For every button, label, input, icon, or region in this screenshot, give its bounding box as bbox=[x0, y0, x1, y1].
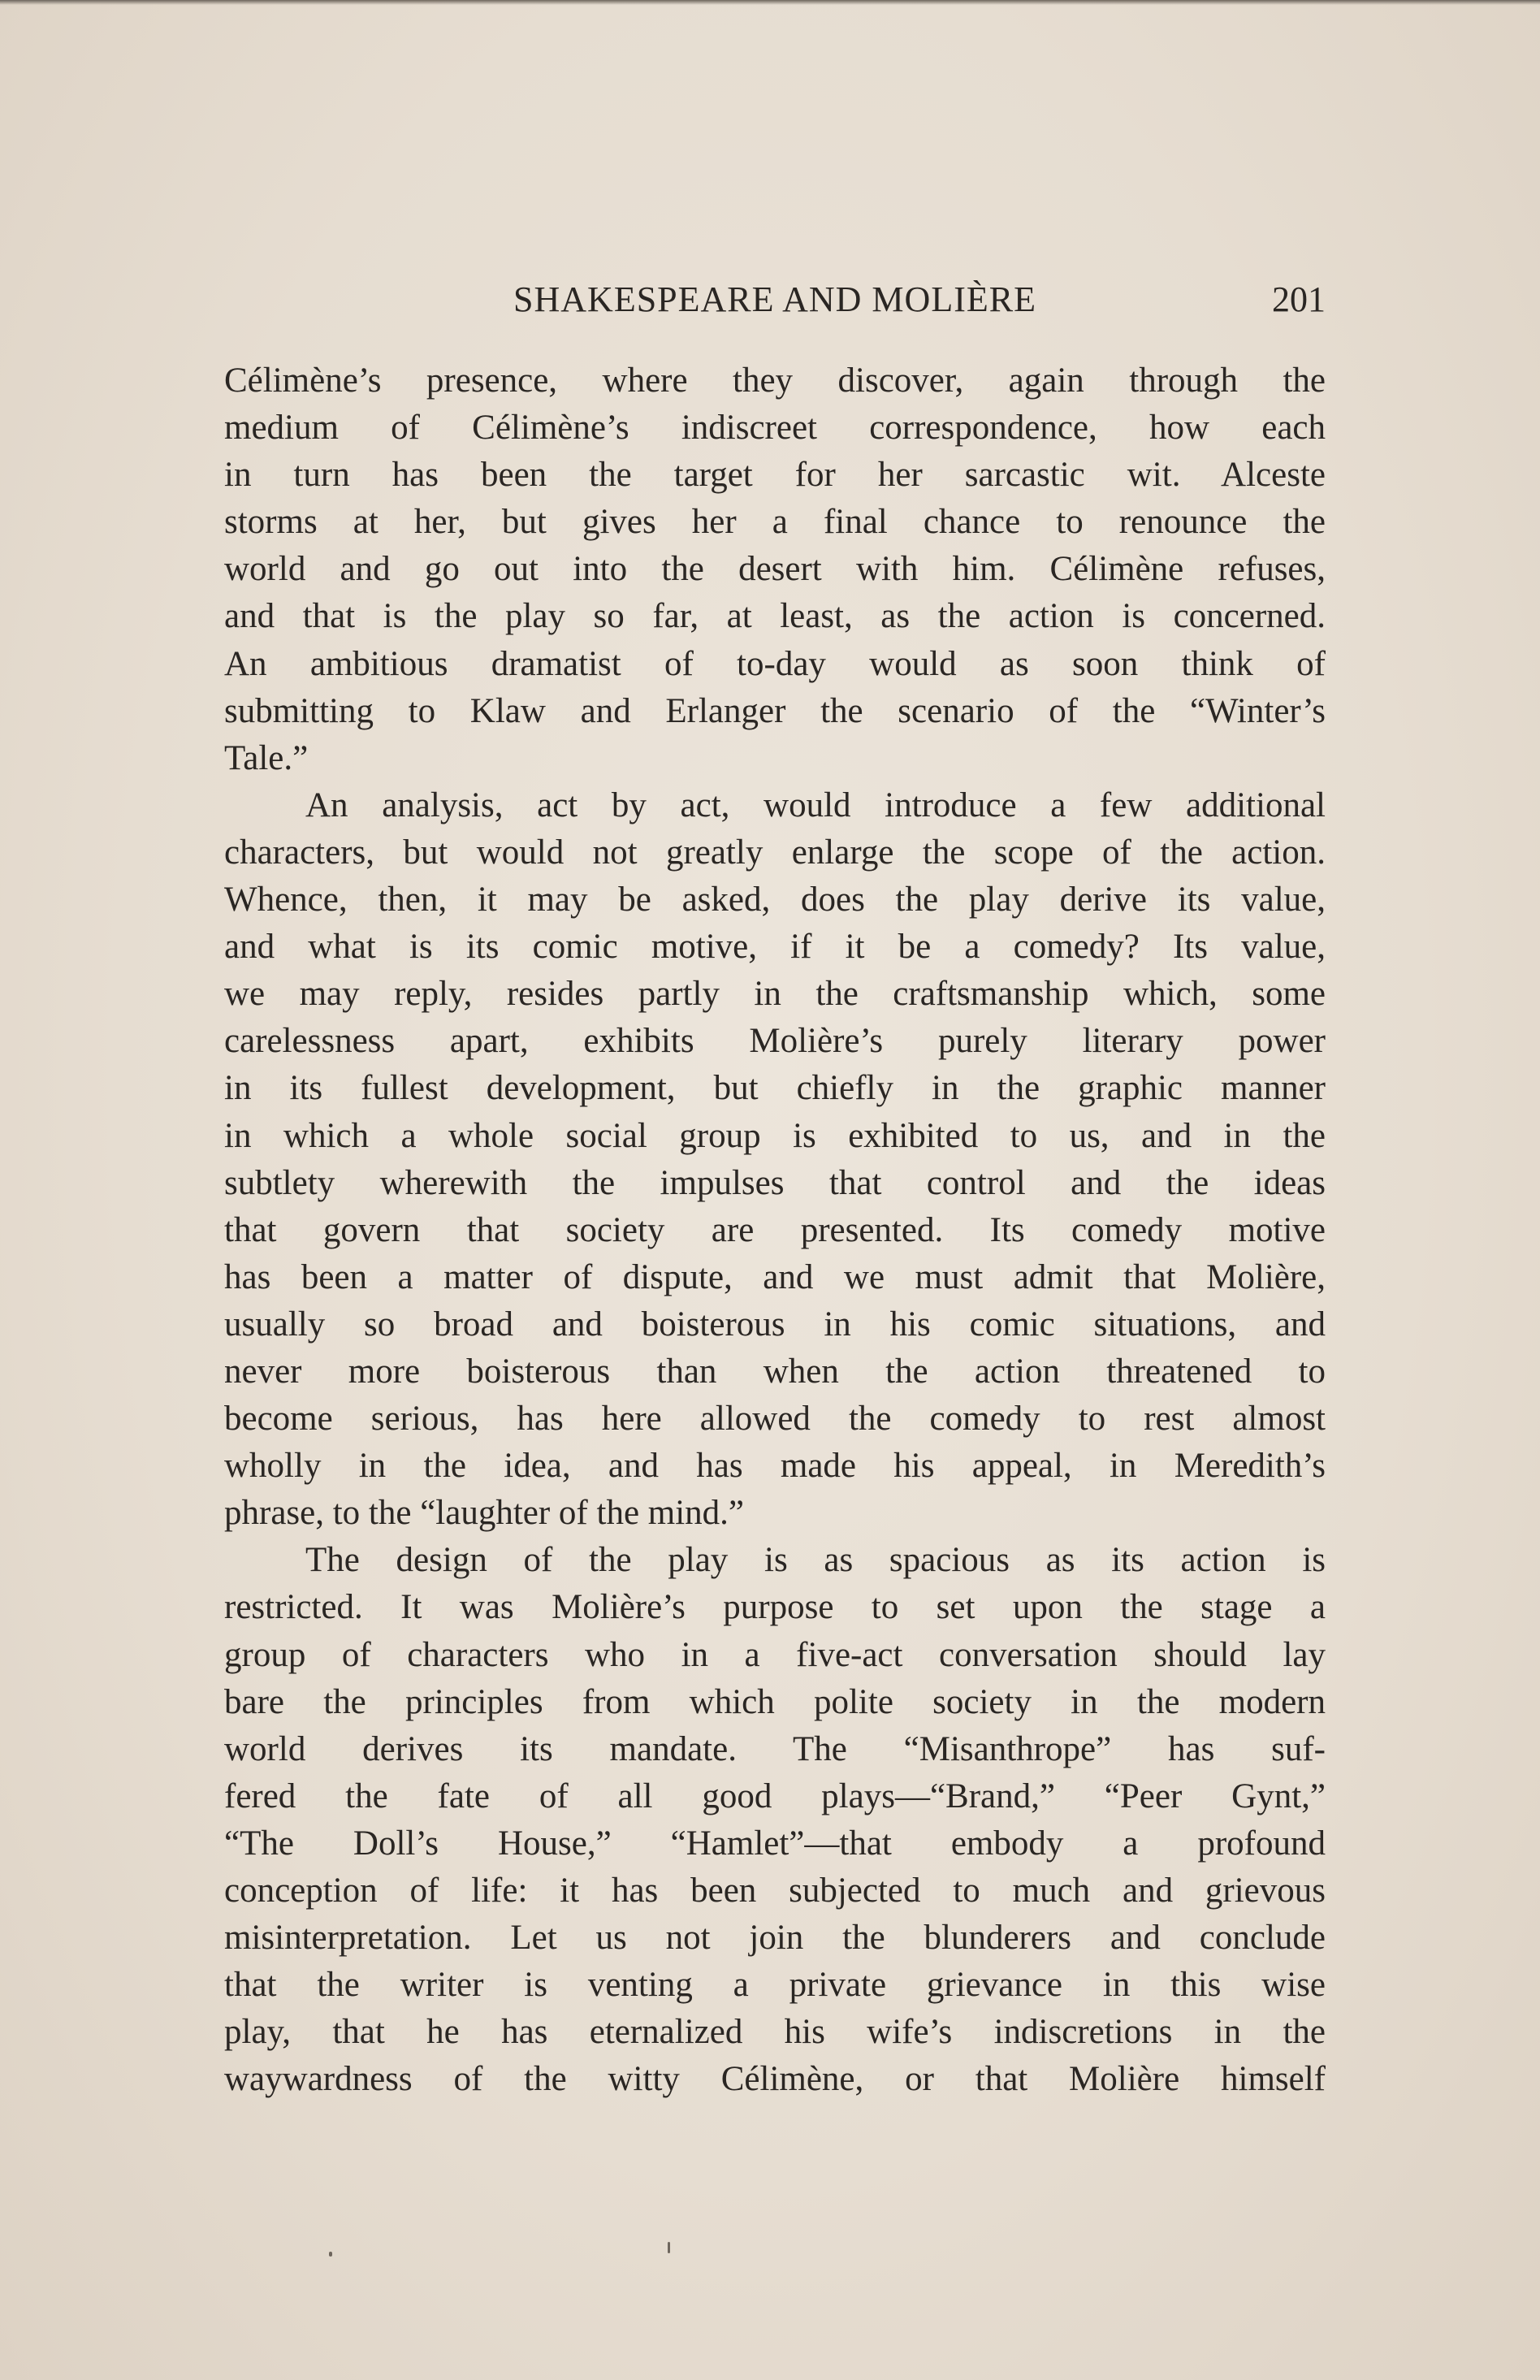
text-line: never more boisterous than when the action threatened to bbox=[224, 1352, 1326, 1391]
text-line: in turn has been the target for her sarcastic wit. Alceste bbox=[224, 456, 1326, 495]
page-header bbox=[224, 270, 1326, 329]
text-line: world and go out into the desert with him. Célimène refuses, bbox=[224, 550, 1326, 589]
text-line: in which a whole social group is exhibited to us, and in the bbox=[224, 1116, 1326, 1155]
ink-speck bbox=[668, 2242, 670, 2253]
text-line: “The Doll’s House,” “Hamlet”—that embody a profound bbox=[224, 1824, 1326, 1863]
text-line: has been a matter of dispute, and we must admit that Molière, bbox=[224, 1257, 1326, 1296]
text-line: Tale.” bbox=[224, 738, 309, 777]
text-line: Whence, then, it may be asked, does the play derive its value, bbox=[224, 881, 1326, 920]
running-title: SHAKESPEARE AND MOLIÈRE bbox=[513, 279, 1036, 319]
page-number: 201 bbox=[1272, 279, 1326, 319]
text-line: phrase, to the “laughter of the mind.” bbox=[224, 1494, 745, 1533]
text-line: become serious, has here allowed the comedy to rest almost bbox=[224, 1400, 1326, 1439]
text-line: bare the principles from which polite society in the modern bbox=[224, 1682, 1326, 1721]
text-line: An analysis, act by act, would introduce a few additional bbox=[305, 785, 1326, 824]
text-line: and what is its comic motive, if it be a comedy? Its value, bbox=[224, 928, 1326, 967]
text-line: we may reply, resides partly in the craftsmanship which, some bbox=[224, 975, 1326, 1014]
paragraph-2 bbox=[224, 782, 1326, 1538]
paragraph-3 bbox=[224, 1537, 1326, 2103]
text-line: characters, but would not greatly enlarge the scope of the action. bbox=[224, 833, 1326, 872]
text-line: subtlety wherewith the impulses that control and the ideas bbox=[224, 1163, 1326, 1202]
text-line: play, that he has eternalized his wife’s indiscretions in the bbox=[224, 2013, 1326, 2052]
page-top-edge-shadow bbox=[0, 0, 1540, 5]
text-line: group of characters who in a five-act conversation should lay bbox=[224, 1635, 1326, 1674]
text-line: waywardness of the witty Célimène, or that Molière himself bbox=[224, 2060, 1326, 2099]
text-line: in its fullest development, but chiefly in the graphic manner bbox=[224, 1069, 1326, 1108]
text-line: storms at her, but gives her a final chance to renounce the bbox=[224, 503, 1326, 542]
text-line: misinterpretation. Let us not join the blunderers and conclude bbox=[224, 1919, 1326, 1958]
text-line: world derives its mandate. The “Misanthrope” has suf- bbox=[224, 1729, 1326, 1768]
text-line: usually so broad and boisterous in his comic situations, and bbox=[224, 1305, 1326, 1344]
text-line: and that is the play so far, at least, as the action is concerned. bbox=[224, 597, 1326, 636]
body-text bbox=[224, 357, 1326, 2103]
text-line: restricted. It was Molière’s purpose to set upon the stage a bbox=[224, 1588, 1326, 1627]
text-line: conception of life: it has been subjected to much and grievous bbox=[224, 1872, 1326, 1910]
text-line: fered the fate of all good plays—“Brand,” “Peer Gynt,” bbox=[224, 1776, 1326, 1815]
text-line: that the writer is venting a private grievance in this wise bbox=[224, 1966, 1326, 2005]
text-line: An ambitious dramatist of to-day would as soon think of bbox=[224, 644, 1326, 683]
paragraph-1 bbox=[224, 357, 1326, 782]
text-line: carelessness apart, exhibits Molière’s purely literary power bbox=[224, 1022, 1326, 1061]
ink-speck bbox=[329, 2252, 332, 2257]
text-line: that govern that society are presented. Its comedy motive bbox=[224, 1210, 1326, 1249]
text-line: The design of the play is as spacious as its action is bbox=[305, 1541, 1326, 1580]
text-line: wholly in the idea, and has made his appeal, in Meredith’s bbox=[224, 1447, 1326, 1486]
text-line: medium of Célimène’s indiscreet correspondence, how each bbox=[224, 409, 1326, 448]
text-line: submitting to Klaw and Erlanger the scenario of the “Winter’s bbox=[224, 691, 1326, 730]
text-line: Célimène’s presence, where they discover, again through the bbox=[224, 361, 1326, 400]
